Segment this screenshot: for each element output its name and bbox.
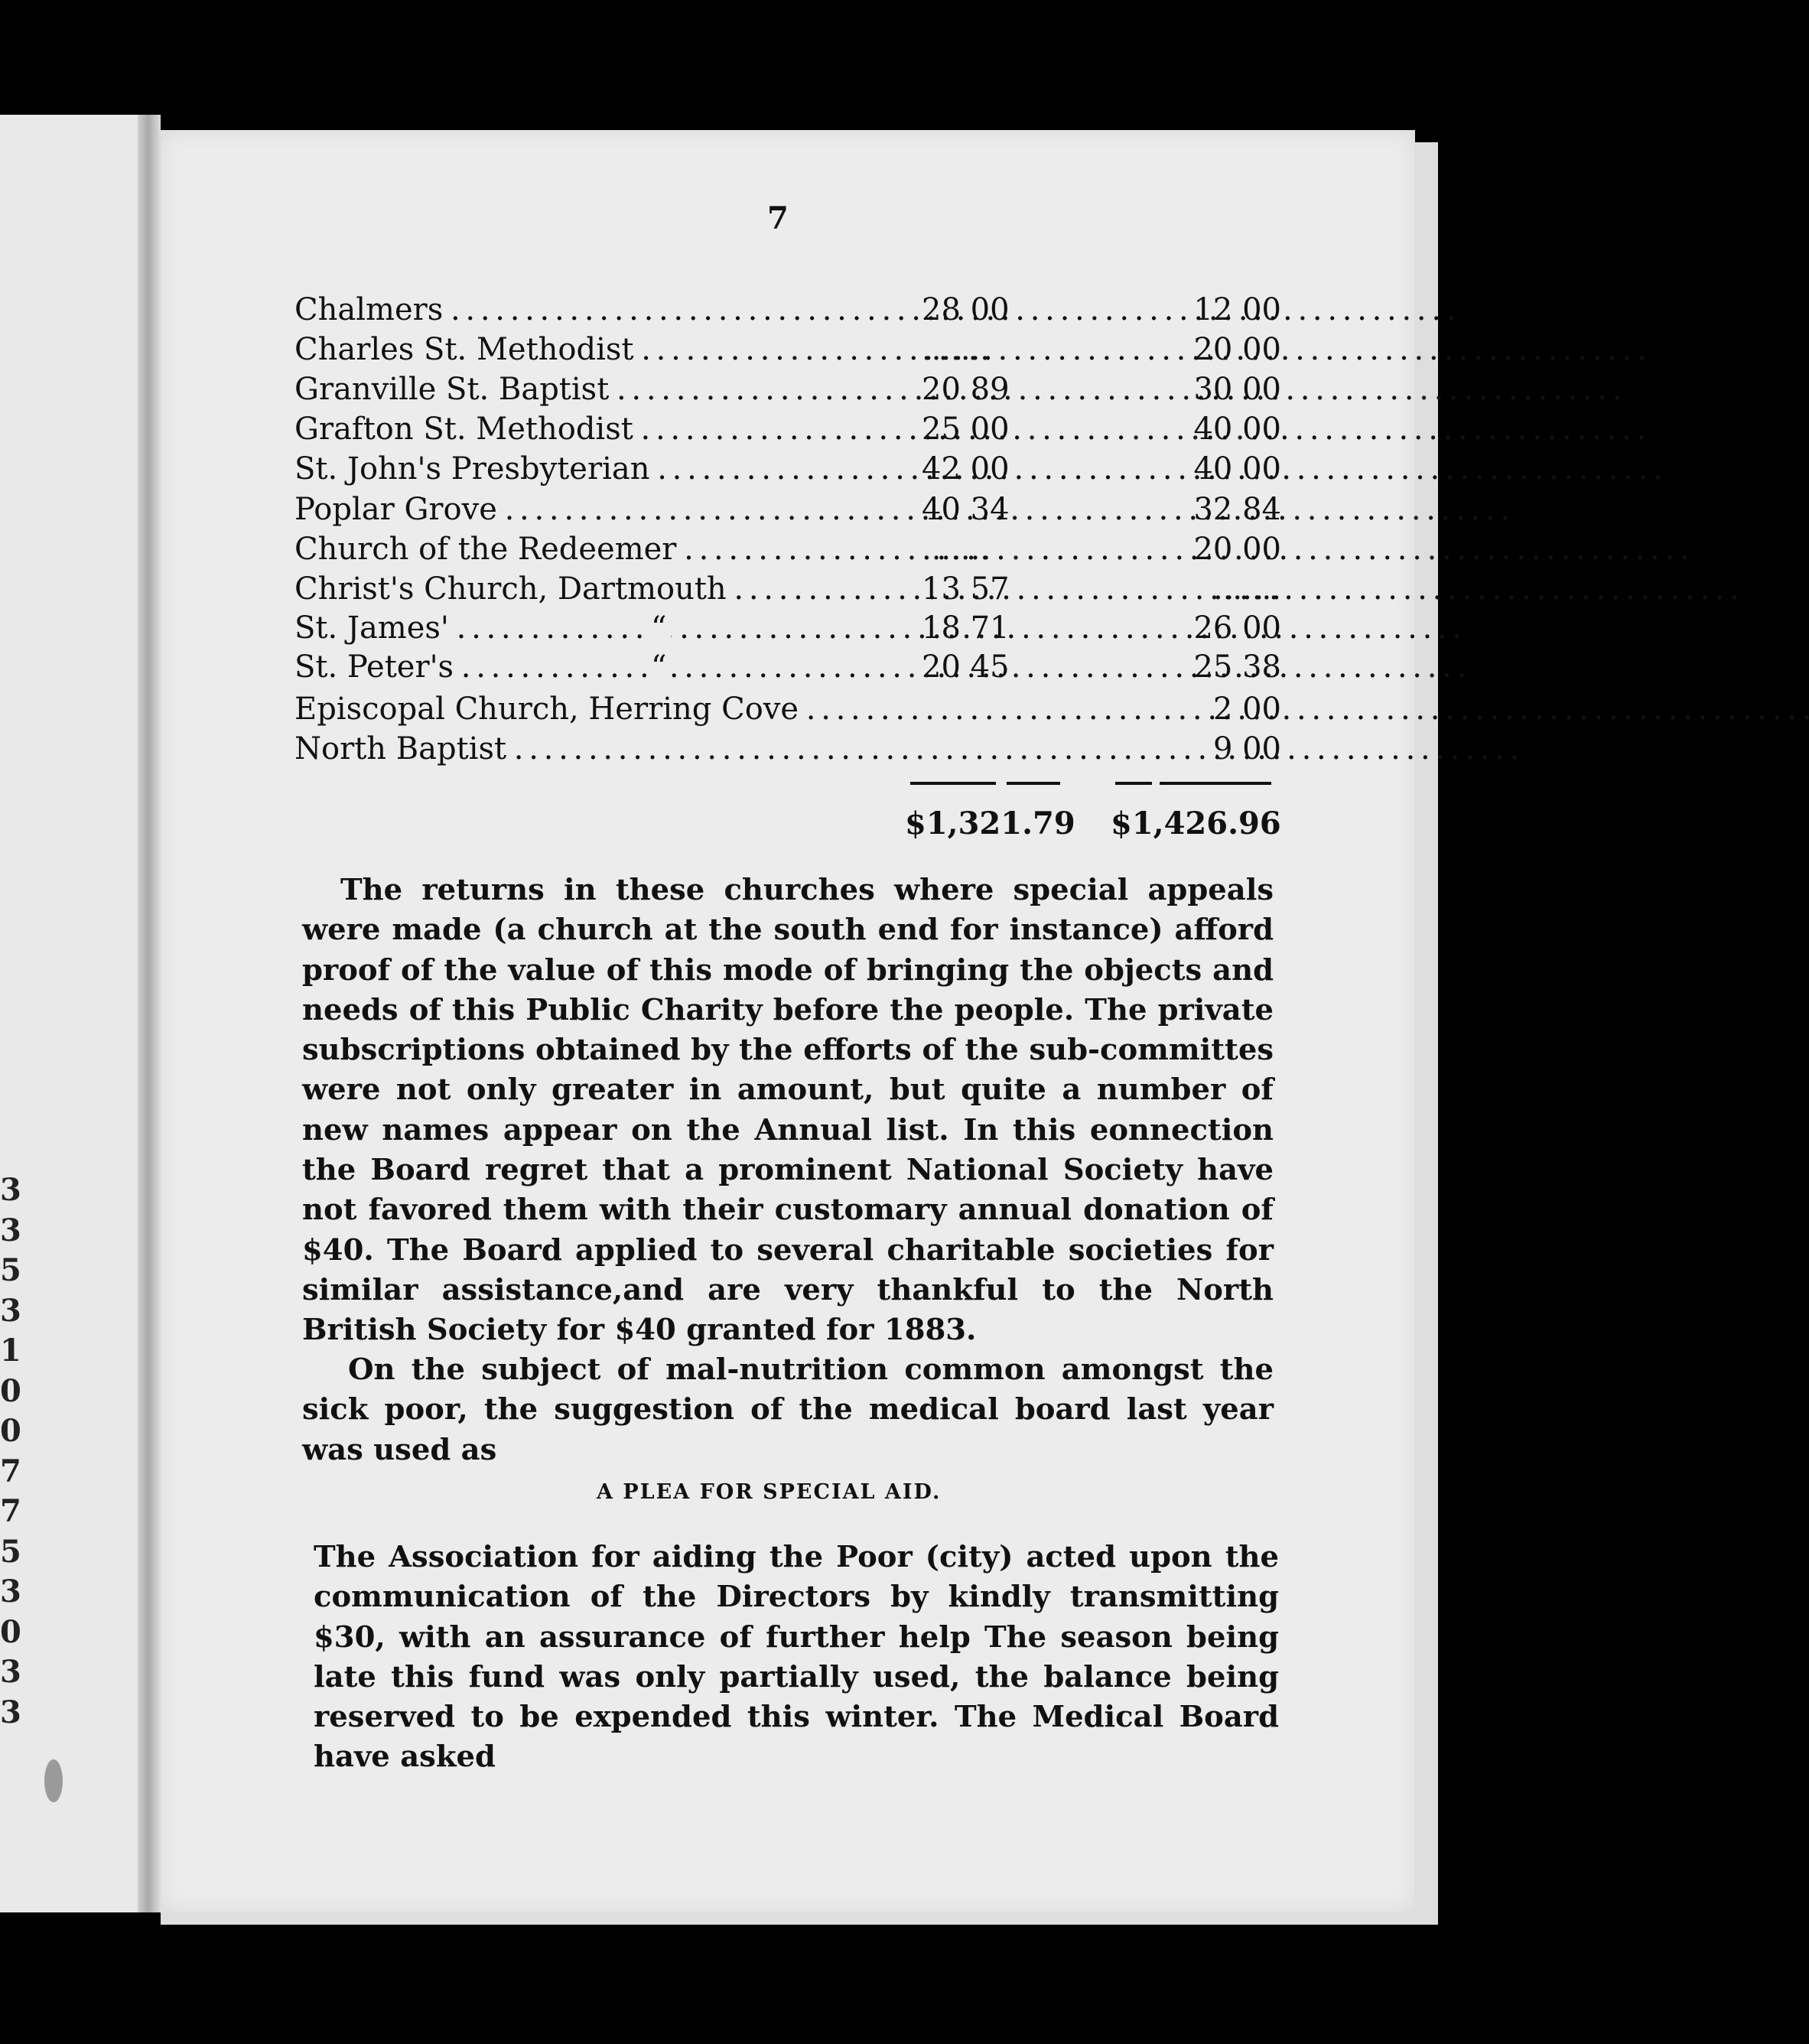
paragraph-association: The Association for aiding the Poor (city) acted upon the communication of the Directors by kindly transmitting $30, with an assurance of further help The season being late this fund was only partially used, the balance being reserved to be expended this winter. The Medical Board have asked [314, 1540, 1279, 1775]
margin-digit: 3 [0, 1694, 21, 1730]
church-name: Poplar Grove . . . [294, 492, 910, 527]
book-gutter [138, 115, 161, 1912]
amount-col1: 18 71 [922, 610, 1010, 646]
church-name: Church of the Redeemer . . . [294, 532, 910, 567]
church-name: St. John's Presbyterian . . . [294, 451, 910, 487]
section-heading: A PLEA FOR SPECIAL AID. [597, 1480, 942, 1504]
church-name: Christ's Church, Dartmouth . . . [294, 571, 910, 607]
amount-col2: 32 84 [1193, 492, 1281, 527]
table-row [294, 451, 1281, 491]
table-row [294, 610, 1281, 650]
margin-digit: 7 [0, 1453, 21, 1489]
table-row [294, 649, 1281, 689]
amount-col1: 13 57 [922, 571, 1010, 607]
table-row [294, 692, 1281, 731]
total-col2: $1,426.96 [1111, 806, 1281, 841]
amount-col2: 40 00 [1193, 412, 1281, 447]
total-rule-col1-a [910, 782, 996, 785]
church-name: Episcopal Church, Herring Cove . . . [294, 692, 983, 727]
amount-col2: ....... [1212, 571, 1281, 607]
table-row [294, 292, 1281, 332]
margin-digit: 3 [0, 1574, 21, 1609]
margin-digit: 3 [0, 1212, 21, 1248]
amount-col1: 42 00 [922, 451, 1010, 487]
church-name: North Baptist . . . [294, 731, 983, 766]
amount-col2: 20 00 [1193, 532, 1281, 567]
ink-blot [44, 1759, 63, 1802]
table-row [294, 571, 1281, 611]
margin-digit: 3 [0, 1654, 21, 1690]
amount-col2: 9 00 [1212, 731, 1281, 766]
church-name: Chalmers . . . [294, 292, 910, 327]
page-number: 7 [767, 200, 789, 236]
church-name: Granville St. Baptist . . . [294, 372, 910, 407]
total-rule-col2-a [1115, 782, 1152, 785]
amount-col1: ....... [922, 332, 991, 367]
amount-col2: 40 00 [1193, 451, 1281, 487]
amount-col2: 25 38 [1193, 649, 1281, 685]
margin-digit: 5 [0, 1533, 21, 1570]
table-row [294, 332, 1281, 372]
table-row [294, 412, 1281, 451]
margin-digit: 5 [0, 1252, 21, 1288]
paragraph-mal-nutrition: On the subject of mal-nutrition common amongst the sick poor, the suggestion of the medical board last year was used as [302, 1352, 1274, 1467]
margin-digit: 7 [0, 1493, 21, 1529]
amount-col2: 2 00 [1212, 692, 1281, 727]
church-name: Grafton St. Methodist . . . [294, 412, 910, 447]
church-name: St. Peter's . . . [294, 649, 910, 685]
amount-col2: 26 00 [1193, 610, 1281, 646]
amount-col1: ....... [922, 532, 991, 567]
margin-digit: 0 [0, 1413, 21, 1449]
margin-digit: 0 [0, 1613, 21, 1650]
table-row [294, 492, 1281, 532]
table-row [294, 731, 1281, 771]
left-page-digits [0, 1170, 21, 1733]
total-rule-col2-b [1160, 782, 1271, 785]
paragraph-church-returns: The returns in these churches where special appeals were made (a church at the south end for instance) afford proof of the value of this mode of bringing the objects and needs of this Public Charity before the people. The private subscriptions obtained by the efforts of the sub-committes were not only greater in amount, but quite a number of new names appear on the Annual list. In this eonnection the Board regret that a prominent National Society have not favored them with their customary annual donation of $40. The Board applied to several charitable societies for similar assistance,and are very thankful to the North British Society for $40 granted for 1883. [302, 873, 1274, 1348]
church-name: Charles St. Methodist . . . [294, 332, 910, 367]
ditto-mark: “ [646, 649, 671, 685]
total-rule-col1-b [1007, 782, 1060, 785]
amount-col1: 28 00 [922, 292, 1010, 327]
margin-digit: 1 [0, 1333, 21, 1369]
amount-col1: 25 00 [922, 412, 1010, 447]
margin-digit: 3 [0, 1292, 21, 1329]
margin-digit: 0 [0, 1372, 21, 1409]
total-col1: $1,321.79 [905, 806, 1075, 841]
amount-col1: 20 89 [922, 372, 1010, 407]
amount-col2: 12 00 [1193, 292, 1281, 327]
table-row [294, 532, 1281, 571]
amount-col1: 20 45 [922, 649, 1010, 685]
margin-digit: 3 [0, 1172, 21, 1208]
amount-col2: 30 00 [1193, 372, 1281, 407]
amount-col1: 40 34 [922, 492, 1010, 527]
table-row [294, 372, 1281, 412]
ditto-mark: “ [646, 610, 671, 646]
amount-col2: 20 00 [1193, 332, 1281, 367]
church-name: St. James' . . . [294, 610, 910, 646]
